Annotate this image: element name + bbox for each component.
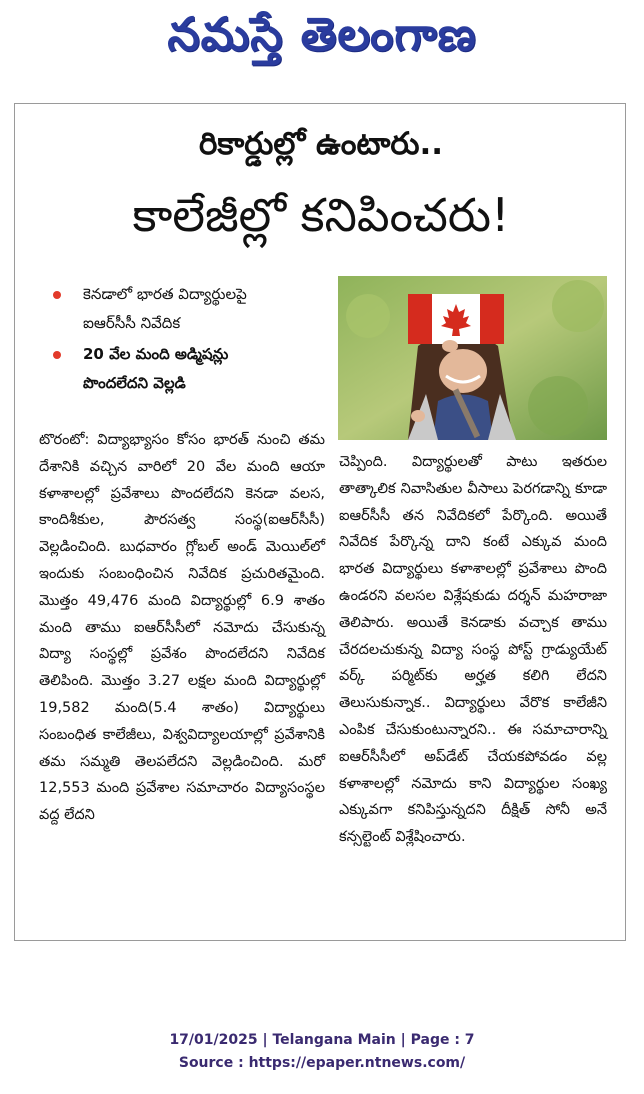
publication-info: 17/01/2025 | Telangana Main | Page : 7: [169, 1032, 475, 1048]
highlight-line: ఐఆర్‌సీసీ నివేదిక: [83, 314, 181, 332]
highlight-line: కెనడాలో భారత విద్యార్థులపై: [83, 285, 247, 303]
bullet-dot-icon: [53, 291, 61, 299]
body-paragraph: చెప్పింది. విద్యార్థులతో పాటు ఇతరుల తాత్కాలిక నివాసితుల వీసాలు పెరగడాన్ని కూడా ఐఆర్‌సీసీ తన నివేదికలో పేర్కొంది. అయితే నివేదిక పేర్కొన్న దాని కంటే ఎక్కువ మంది భారత విద్యార్థులు కళాశాలల్లో ప్రవేశాలు పొంది ఉండరని వలసల విశ్లేషకుడు దర్శన్ మహరాజా తెలిపారు. అయితే కెనడాకు వచ్చాక తాము చేరదలచుకున్న విద్యా సంస్థ పోస్ట్ గ్రాడ్యుయేట్ వర్క్ పర్మిట్‌కు అర్హత కలిగి లేదని తెలుసుకున్నాక.. విద్యార్థులు వేరొక కాలేజీని ఎంపిక చేసుకుంటున్నారని.. ఈ సమాచారాన్ని ఐఆర్‌సీసీలో అప్‌డేట్ చేయకపోవడం వల్ల కళాశాలల్లో నమోదు కాని విద్యార్థుల సంఖ్య ఎక్కువగా కనిపిస్తున్నదని దీక్షిత్ సోనీ అనే కన్సల్టెంట్ విశ్లేషించారు.: [339, 454, 607, 846]
highlight-item: [53, 340, 343, 398]
student-with-canada-flag-image: [338, 276, 607, 440]
highlight-item: [53, 280, 343, 338]
bullet-dot-icon: [53, 351, 61, 359]
highlight-line: 20 వేల మంది అడ్మిషన్లు: [83, 345, 229, 363]
masthead: [0, 0, 644, 80]
article-photo: [338, 276, 607, 440]
article-body-left-column: [39, 427, 325, 829]
footer: [0, 1029, 644, 1075]
highlight-line: పొందలేదని వెల్లడి: [83, 374, 186, 392]
article-body-right-column: [339, 449, 607, 851]
source-link[interactable]: Source : https://epaper.ntnews.com/: [178, 1055, 466, 1071]
highlights-list: [53, 280, 343, 398]
headline-line-2: కాలేజీల్లో కనిపించరు!: [132, 188, 510, 242]
body-paragraph: టొరంటో: విద్యాభ్యాసం కోసం భారత్ నుంచి తమ దేశానికి వచ్చిన వారిలో 20 వేల మంది ఆయా కళాశాలల్లో ప్రవేశాలు పొందలేదని కెనడా వలస, కాందిశీకుల, పౌరసత్వ సంస్థ(ఐఆర్‌సీసీ) వెల్లడించింది. బుధవారం గ్లోబల్ అండ్ మెయిల్‌లో ఇందుకు సంబంధించిన నివేదిక ప్రచురితమైంది. మొత్తం 49,476 మంది విద్యార్థుల్లో 6.9 శాతం మంది తాము ఐఆర్‌సీసీలో నమోదు చేసుకున్న విద్యా సంస్థల్లో ప్రవేశం పొందలేదని నివేదిక తెలిపింది. మొత్తం 3.27 లక్షల మంది విద్యార్థుల్లో 19,582 మంది(5.4 శాతం) విద్యార్థులు సంబంధిత కాలేజీలు, విశ్వవిద్యాలయాల్లో ప్రవేశానికి తమ సమ్మతి తెలపలేదని వెల్లడించింది. మరో 12,553 మంది ప్రవేశాల సమాచారం విద్యాసంస్థల వద్ద లేదని: [39, 432, 325, 824]
article-clipping: [14, 103, 626, 941]
newspaper-logo: నమస్తే తెలంగాణ: [167, 7, 477, 61]
headline-line-1: రికార్డుల్లో ఉంటారు..: [198, 126, 444, 162]
